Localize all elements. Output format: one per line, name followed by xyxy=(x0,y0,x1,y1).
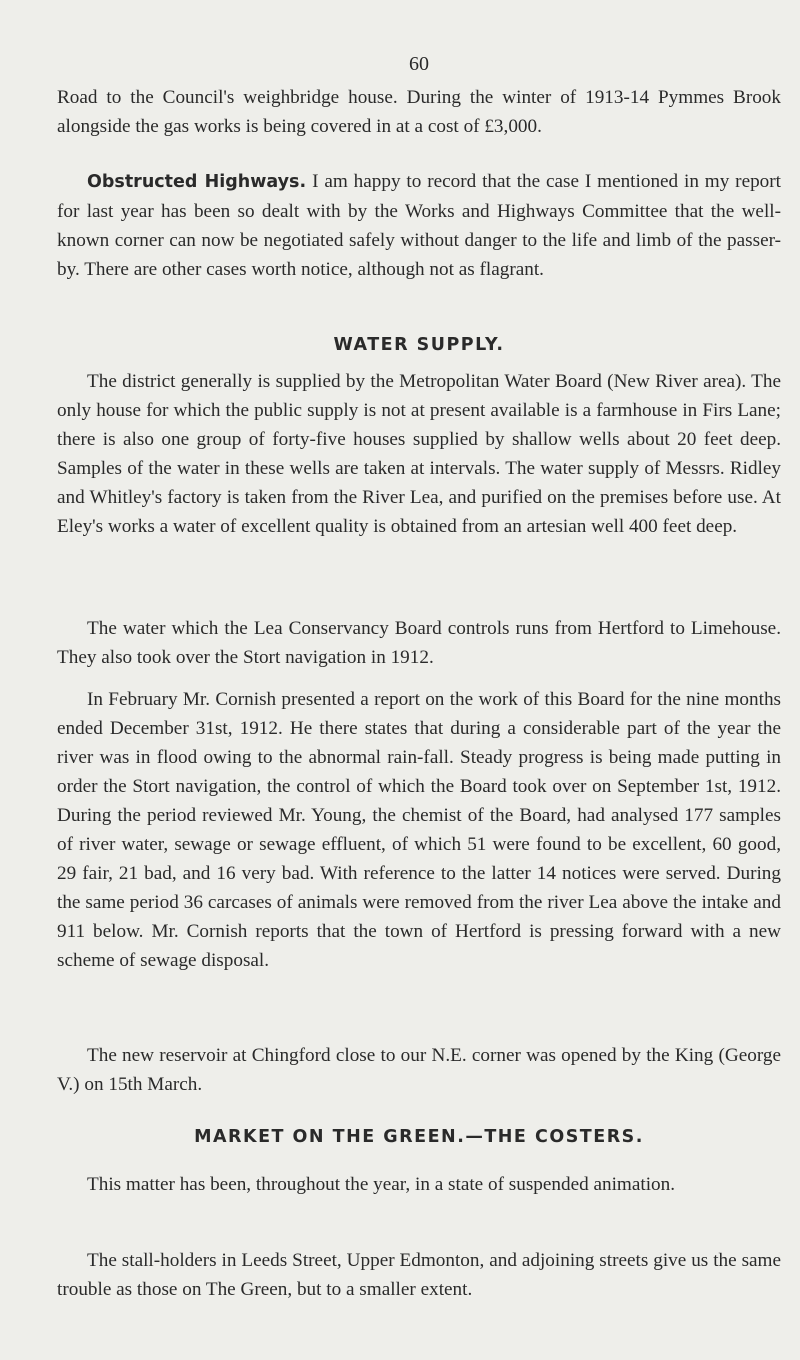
paragraph-cornish-report: In February Mr. Cornish presented a report on the work of this Board for the nine months ended December 31st, 1912. He there states that during a considerable part of the year the river was in flood owing to the abnormal rain-fall. Steady progress is being made putting in order the Stort navigation, the control of which the Board took over on September 1st, 1912. During the period reviewed Mr. Young, the chemist of the Board, had analysed 177 samples of river water, sewage or sewage effluent, of which 51 were found to be excellent, 60 good, 29 fair, 21 bad, and 16 very bad. With reference to the latter 14 notices were served. During the same period 36 carcases of animals were removed from the river Lea above the intake and 911 below. Mr. Cornish reports that the town of Hertford is pressing forward with a new scheme of sewage disposal. xyxy=(57,689,781,971)
paragraph-district-supply: The district generally is supplied by the Metropolitan Water Board (New River area). The only house for which the public supply is not at present available is a farmhouse in Firs Lane; there is also one group of forty-five houses supplied by shallow wells about 20 feet deep. Samples of the water in these wells are taken at intervals. The water supply of Messrs. Ridley and Whitley's factory is taken from the River Lea, and purified on the premises before use. At Eley's works a water of excellent quality is obtained from an artesian well 400 feet deep. xyxy=(57,371,781,537)
paragraph-chingford-reservoir: The new reservoir at Chingford close to our N.E. corner was opened by the King (George V.) on 15th March. xyxy=(57,1045,781,1095)
paragraph-obstructed-highways xyxy=(57,167,781,284)
paragraph-suspended-animation: This matter has been, throughout the year, in a state of suspended animation. xyxy=(87,1174,676,1195)
obstructed-highways-heading: Obstructed Highways. xyxy=(87,172,307,192)
paragraph-stall-holders: The stall-holders in Leeds Street, Upper Edmonton, and adjoining streets give us the same trouble as those on The Green, but to a smaller extent. xyxy=(57,1250,781,1300)
obstructed-highways-text: I am happy to record that the case I mentioned in my report for last year has been so dealt with by the Works and Highways Committee that the well-known corner can now be negotiated safely without danger to the life and limb of the passer-by. There are other cases worth notice, although not as flagrant. xyxy=(57,171,781,280)
paragraph-pymmes-brook: Road to the Council's weighbridge house. During the winter of 1913-14 Pymmes Brook alongside the gas works is being covered in at a cost of £3,000. xyxy=(57,87,781,137)
water-supply-heading: WATER SUPPLY. xyxy=(333,335,505,355)
market-costers-heading: MARKET ON THE GREEN.—THE COSTERS. xyxy=(194,1127,644,1147)
document-page xyxy=(57,0,781,1360)
paragraph-lea-conservancy: The water which the Lea Conservancy Board controls runs from Hertford to Limehouse. They also took over the Stort navigation in 1912. xyxy=(57,618,781,668)
page-number: 60 xyxy=(409,53,429,75)
